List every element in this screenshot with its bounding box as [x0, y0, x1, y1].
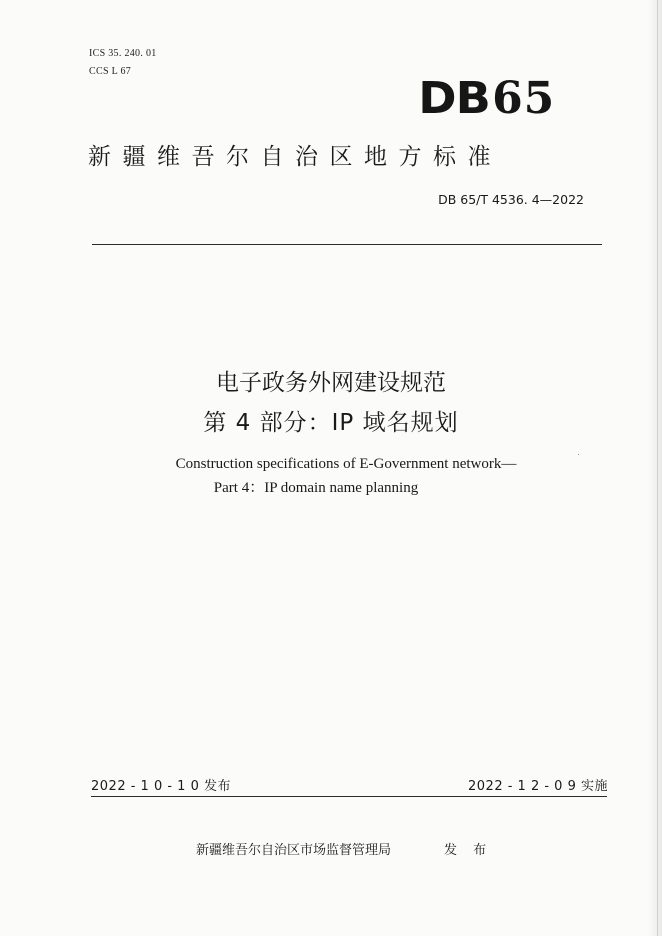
issue-date: 2022 - 1 0 - 1 0 发布	[91, 779, 231, 794]
english-title-line2: Part 4：IP domain name planning	[213, 480, 419, 496]
implementation-date: 2022 - 1 2 - 0 9 实施	[468, 779, 608, 794]
english-title-line1: Construction specifications of E-Government network—	[175, 456, 517, 472]
db65-logo	[420, 74, 555, 124]
scan-speck	[578, 454, 579, 455]
chinese-title-line1: 电子政务外网建设规范	[216, 370, 446, 396]
standard-number: DB 65/T 4536. 4—2022	[438, 192, 584, 207]
logo-number-text: 65	[492, 73, 556, 124]
bottom-divider	[91, 796, 607, 797]
ics-code: ICS 35. 240. 01	[89, 48, 157, 59]
issuing-authority: 新疆维吾尔自治区市场监督管理局	[196, 843, 392, 858]
standard-type-heading: 新疆维吾尔自治区地方标准	[88, 144, 502, 170]
chinese-title-line2: 第 4 部分：IP 域名规划	[203, 410, 459, 436]
logo-db-text: DB	[418, 73, 490, 124]
top-divider	[92, 244, 602, 245]
ccs-code: CCS L 67	[89, 66, 132, 77]
issue-word: 发 布	[444, 843, 493, 858]
